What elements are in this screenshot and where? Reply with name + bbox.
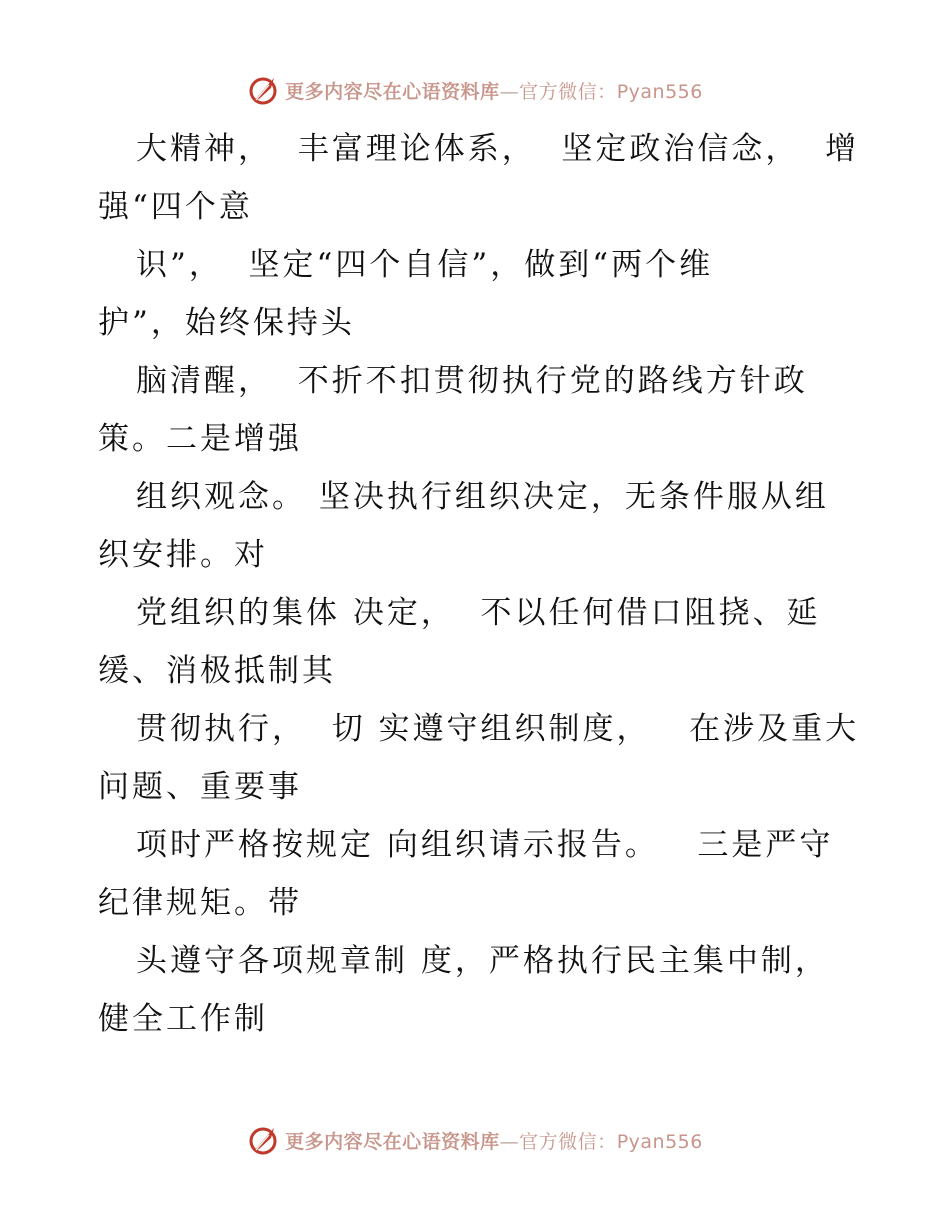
- footer-banner-content: [247, 1124, 703, 1156]
- header-dash: —: [499, 80, 520, 103]
- body-line: 项时严格按规定 向组织请示报告。 三是严守: [136, 827, 834, 863]
- body-line: 党组织的集体 决定， 不以任何借口阻挠、延: [136, 595, 821, 631]
- body-line: 策。二是增强: [98, 421, 302, 457]
- body-line: 缓、消极抵制其: [98, 653, 336, 689]
- body-line: 大精神， 丰富理论体系， 坚定政治信念， 增: [136, 131, 860, 167]
- header-wechat-label: 官方微信：: [519, 80, 617, 103]
- body-line: 健全工作制: [98, 1001, 268, 1037]
- footer-wechat-id: Pyan556: [616, 1130, 703, 1153]
- header-banner: [0, 70, 950, 110]
- quill-pen-logo-icon: [247, 1124, 279, 1156]
- footer-brand-text: 更多内容尽在心语资料库: [285, 1130, 500, 1153]
- body-line: 问题、重要事: [98, 769, 302, 805]
- body-line: 识”， 坚定“四个自信”，做到“两个维: [136, 247, 714, 283]
- body-line: 纪律规矩。带: [98, 885, 302, 921]
- body-line: 护”，始终保持头: [98, 305, 355, 341]
- body-line: 强“四个意: [98, 189, 253, 225]
- body-line: 织安排。对: [98, 537, 268, 573]
- body-line: 头遵守各项规章制 度，严格执行民主集中制，: [136, 943, 829, 979]
- body-line: 贯彻执行， 切 实遵守组织制度， 在涉及重大: [136, 711, 860, 747]
- header-brand-text: 更多内容尽在心语资料库: [285, 80, 500, 103]
- footer-banner: [0, 1120, 950, 1160]
- footer-wechat-label: 官方微信：: [519, 1130, 617, 1153]
- quill-pen-logo-icon: [247, 74, 279, 106]
- body-line: 组织观念。 坚决执行组织决定，无条件服从组: [136, 479, 829, 515]
- footer-dash: —: [499, 1130, 520, 1153]
- header-banner-content: [247, 74, 703, 106]
- header-wechat-id: Pyan556: [616, 80, 703, 103]
- body-line: 脑清醒， 不折不扣贯彻执行党的路线方针政: [136, 363, 808, 399]
- document-body: [98, 120, 878, 1048]
